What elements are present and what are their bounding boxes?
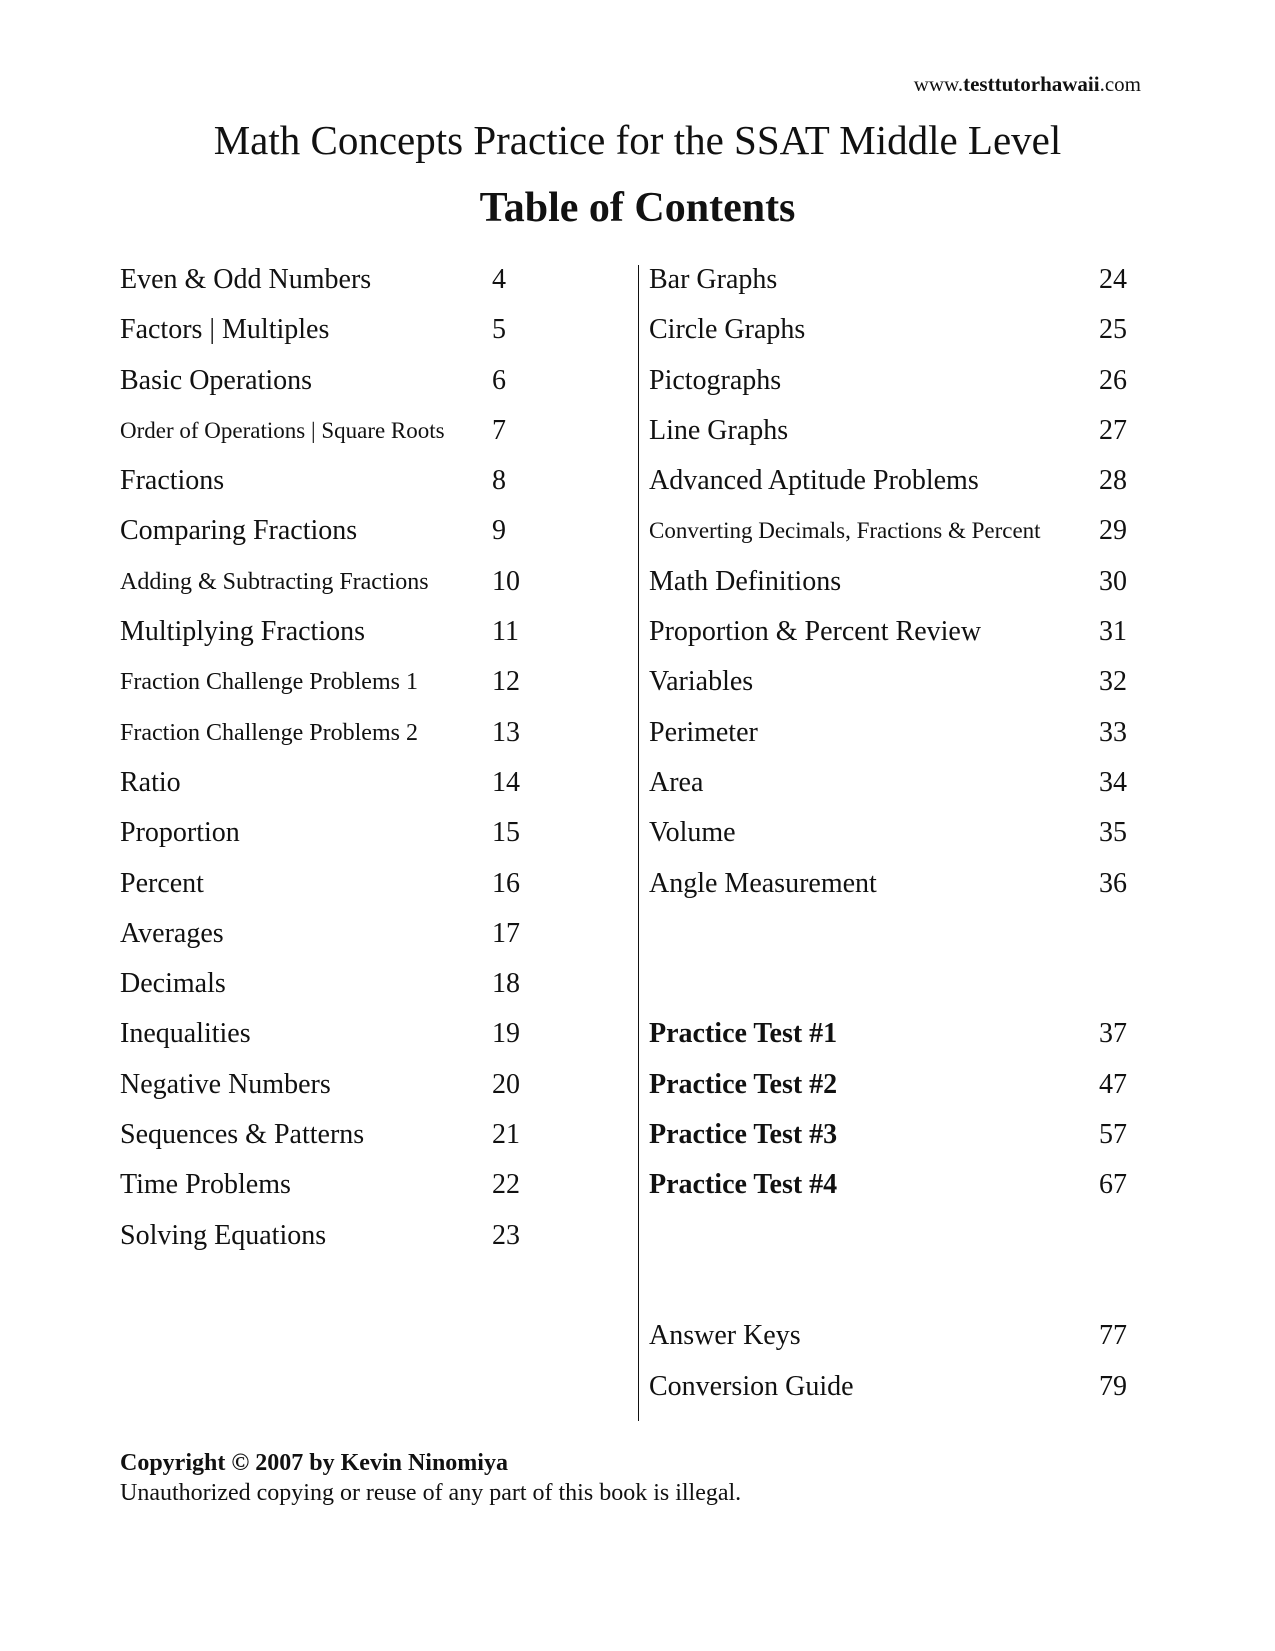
toc-entry-label: Advanced Aptitude Problems [649,465,979,497]
toc-left-column [120,255,530,1261]
toc-entry-page: 77 [1099,1320,1127,1352]
toc-entry [649,808,1127,858]
toc-entry-page: 35 [1099,817,1127,849]
toc-entry-page: 19 [492,1018,520,1050]
toc-entry-page: 36 [1099,867,1127,899]
toc-entry-page: 21 [492,1119,520,1151]
toc-entry-label: Averages [120,917,224,949]
toc-entry-label: Pictographs [649,364,782,396]
toc-entry-label: Variables [649,666,754,698]
toc-entry-page: 10 [492,565,520,597]
toc-entry-label: Volume [649,817,736,849]
toc-entry [120,1211,530,1261]
toc-entry-page: 26 [1099,364,1127,396]
toc-entry [120,959,530,1009]
toc-entry-label: Fractions [120,465,225,497]
toc-entry-label: Practice Test #3 [649,1119,838,1151]
toc-entry-practice-test [649,1160,1127,1210]
toc-entry-label: Proportion [120,817,240,849]
toc-entry-page: 27 [1099,414,1127,446]
website-url [914,72,1141,97]
toc-entry-label: Angle Measurement [649,867,877,899]
site-domain: testtutorhawaii [963,72,1100,96]
toc-entry-page: 12 [492,666,520,698]
toc-entry-page: 9 [492,515,506,547]
toc-entry-practice-test [649,1060,1127,1110]
toc-entry-label: Ratio [120,766,181,798]
toc-entry-label: Comparing Fractions [120,515,358,547]
toc-entry-page: 32 [1099,666,1127,698]
toc-right-column [649,255,1127,1412]
toc-entry-label: Solving Equations [120,1219,327,1251]
toc-entry-label: Even & Odd Numbers [120,264,372,295]
toc-entry-page: 18 [492,968,520,1000]
spacer [649,909,1127,959]
toc-entry [120,859,530,909]
toc-entry-practice-test [649,1110,1127,1160]
copyright-line: Copyright © 2007 by Kevin Ninomiya [120,1450,508,1476]
toc-entry-page: 16 [492,867,520,899]
toc-entry [649,1362,1127,1412]
toc-entry-page: 7 [492,414,506,446]
toc-entry-label: Circle Graphs [649,314,806,346]
toc-entry [649,1311,1127,1361]
toc-entry [120,1160,530,1210]
toc-entry-label: Answer Keys [649,1320,801,1352]
toc-entry-label: Math Definitions [649,565,842,597]
toc-entry [120,305,530,355]
toc-entry-label: Adding & Subtracting Fractions [120,568,429,595]
toc-entry-label: Multiplying Fractions [120,616,365,648]
toc-entry-page: 5 [492,314,506,346]
toc-entry [649,406,1127,456]
toc-entry-label: Percent [120,867,204,899]
toc-entry [120,456,530,506]
toc-entry [649,356,1127,406]
toc-entry-label: Conversion Guide [649,1370,854,1402]
toc-entry [649,657,1127,707]
toc-entry-label: Perimeter [649,716,758,748]
toc-entry-page: 13 [492,716,520,748]
toc-entry [120,406,530,456]
toc-entry [120,808,530,858]
toc-entry [120,657,530,707]
toc-entry [649,859,1127,909]
toc-entry-page: 11 [492,616,519,648]
site-prefix: www. [913,72,964,96]
toc-entry-page: 29 [1099,515,1127,547]
toc-entry [649,305,1127,355]
toc-entry-label: Practice Test #1 [649,1018,838,1050]
toc-entry-label: Fraction Challenge Problems 1 [120,669,418,696]
toc-entry-page: 25 [1099,314,1127,346]
toc-entry-page: 14 [492,766,520,798]
toc-entry [649,557,1127,607]
toc-entry-label: Bar Graphs [649,264,778,295]
toc-entry [649,255,1127,305]
document-title: Math Concepts Practice for the SSAT Middle Level [213,117,1062,163]
toc-entry-page: 20 [492,1068,520,1100]
toc-entry-page: 31 [1099,616,1127,648]
toc-entry [120,1009,530,1059]
toc-entry-page: 79 [1099,1370,1127,1402]
toc-entry-label: Order of Operations | Square Roots [120,417,445,443]
toc-entry [120,909,530,959]
toc-entry [120,1060,530,1110]
toc-entry [120,607,530,657]
toc-entry-page: 22 [492,1169,520,1201]
toc-entry [649,708,1127,758]
site-suffix: .com [1099,72,1141,96]
toc-heading: Table of Contents [479,185,796,231]
toc-entry-page: 17 [492,917,520,949]
toc-entry-label: Line Graphs [649,414,789,446]
toc-entry-label: Factors | Multiples [120,314,330,346]
spacer [649,1261,1127,1311]
toc-entry [120,758,530,808]
toc-entry-label: Basic Operations [120,364,313,396]
toc-entry [120,255,530,305]
toc-entry-page: 23 [492,1219,520,1251]
copyright-notice: Unauthorized copying or reuse of any part of this book is illegal. [120,1480,742,1506]
toc-entry-page: 30 [1099,565,1127,597]
toc-entry-label: Area [649,766,704,798]
toc-entry-page: 47 [1099,1068,1127,1100]
toc-entry-page: 24 [1099,264,1127,295]
toc-entry-label: Practice Test #2 [649,1068,838,1100]
toc-entry [120,1110,530,1160]
toc-entry-label: Inequalities [120,1018,251,1050]
toc-entry-page: 4 [492,264,506,295]
toc-entry-page: 8 [492,465,506,497]
toc-entry [649,456,1127,506]
toc-entry-label: Practice Test #4 [649,1169,838,1201]
toc-entry-label: Decimals [120,968,226,1000]
toc-entry [649,758,1127,808]
toc-entry-page: 6 [492,364,506,396]
toc-entry [649,506,1127,556]
toc-entry-page: 15 [492,817,520,849]
toc-entry [649,607,1127,657]
column-divider [638,265,639,1421]
toc-entry-page: 57 [1099,1119,1127,1151]
toc-entry [120,356,530,406]
toc-entry [120,506,530,556]
toc-entry-label: Converting Decimals, Fractions & Percent [649,518,1041,544]
toc-entry-page: 33 [1099,716,1127,748]
toc-entry [120,557,530,607]
toc-entry-label: Fraction Challenge Problems 2 [120,719,418,746]
toc-entry-page: 28 [1099,465,1127,497]
toc-entry-label: Time Problems [120,1169,291,1201]
spacer [649,959,1127,1009]
spacer [649,1211,1127,1261]
toc-entry-page: 67 [1099,1169,1127,1201]
toc-entry-label: Proportion & Percent Review [649,616,982,648]
toc-entry-label: Sequences & Patterns [120,1119,365,1151]
toc-entry-practice-test [649,1009,1127,1059]
toc-entry-page: 37 [1099,1018,1127,1050]
toc-entry [120,708,530,758]
toc-entry-label: Negative Numbers [120,1068,331,1100]
toc-entry-page: 34 [1099,766,1127,798]
